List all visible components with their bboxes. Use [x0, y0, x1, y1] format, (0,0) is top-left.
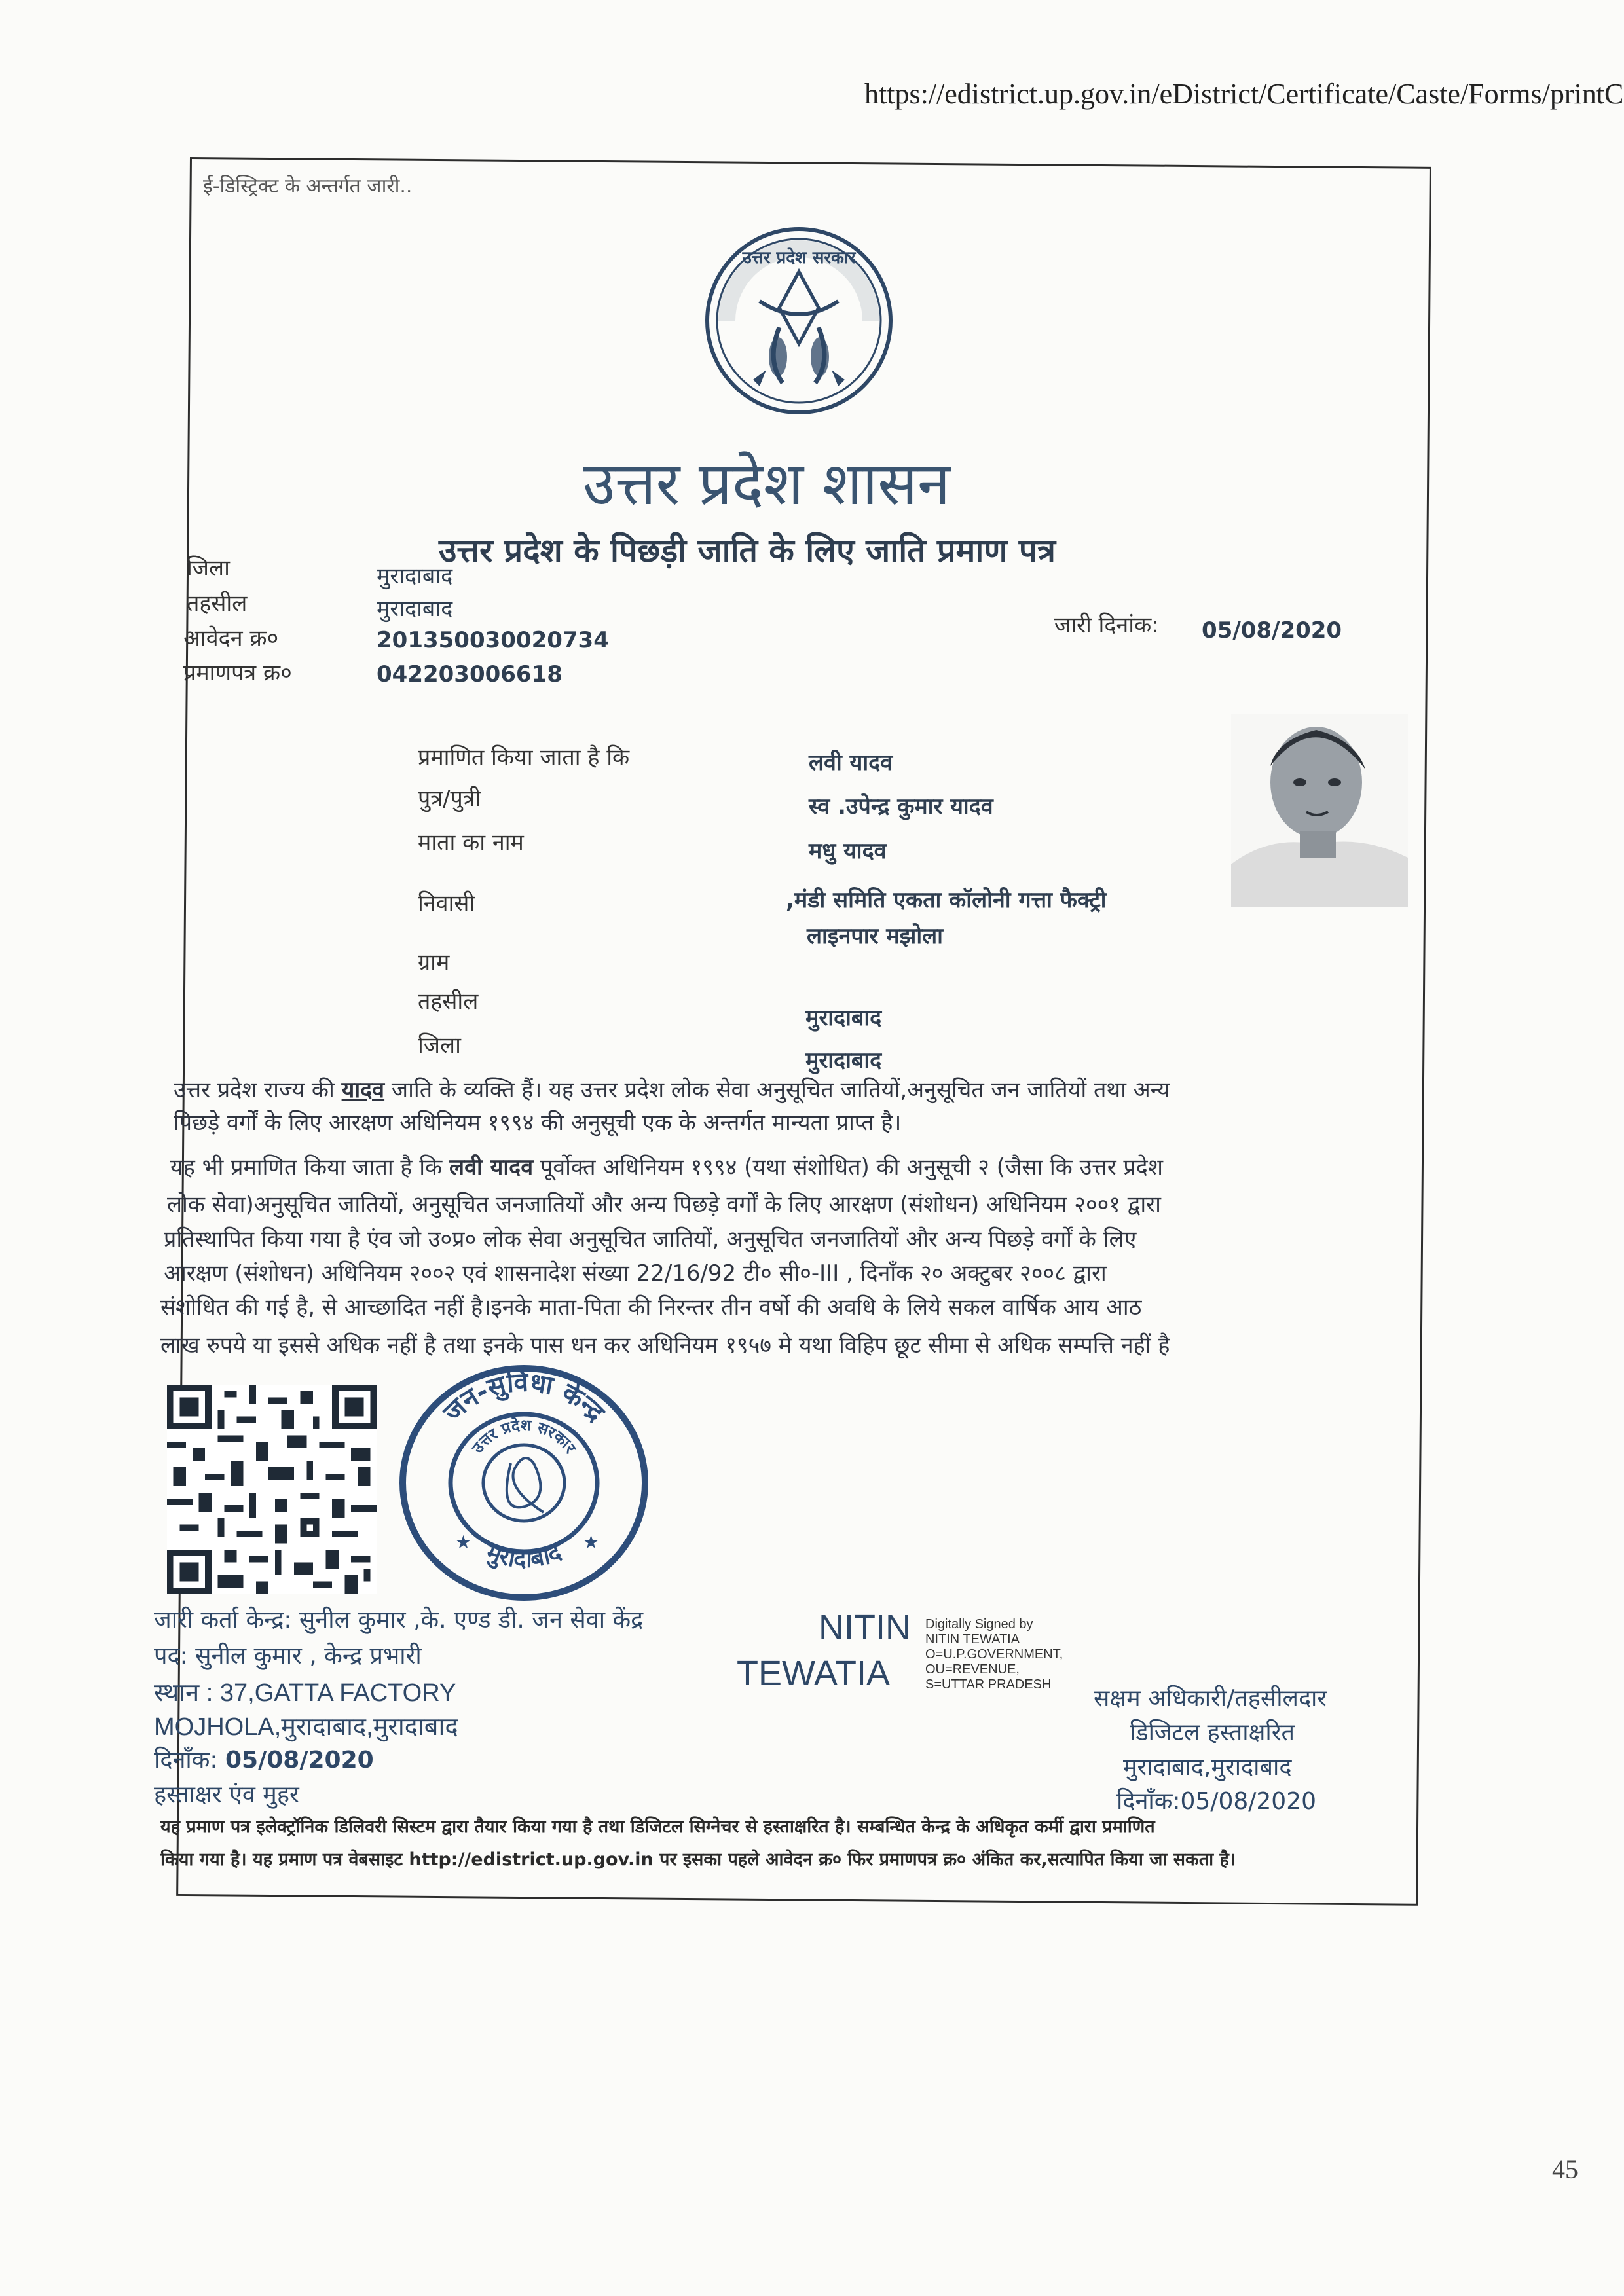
paragraph-line-6: आरक्षण (संशोधन) अधिनियम २००२ एवं शासनादेश संख्या 22/16/92 टी० सी०-III , दिनाँक २० अक्टुबर २००८ द्वारा — [164, 1260, 1107, 1286]
tehsil-label: तहसील — [187, 591, 248, 617]
tehsil-detail-value: मुरादाबाद — [805, 1005, 882, 1031]
svg-text:★: ★ — [455, 1531, 472, 1553]
svg-text:मुरादाबाद — [481, 1539, 566, 1573]
paragraph-line-5: प्रतिस्थापित किया गया है एंव जो उ०प्र० लोक सेवा अनुसूचित जातियों, अनुसूचित जनजातियों और अन्य पिछड़े वर्गों के लिए — [164, 1226, 1137, 1252]
father-name: स्व .उपेन्द्र कुमार यादव — [809, 793, 993, 820]
district-detail-label: जिला — [418, 1032, 461, 1059]
signature-and-seal-label: हस्ताक्षर एंव मुहर — [154, 1781, 299, 1808]
page-number: 45 — [1552, 2155, 1578, 2184]
caste-name: यादव — [341, 1077, 385, 1103]
district-label: जिला — [187, 555, 230, 581]
address-line-1: ,मंडी समिति एकता कॉलोनी गत्ता फैक्ट्री — [786, 887, 1107, 913]
issuer-place-line-1: स्थान : 37,GATTA FACTORY — [154, 1679, 456, 1707]
certificate-subheading: उत्तर प्रदेश के पिछड़ी जाति के लिए जाति प्रमाण पत्र — [439, 532, 1056, 570]
svg-text:★: ★ — [583, 1531, 600, 1553]
applicant-name-inline: लवी यादव — [449, 1154, 534, 1180]
mother-name: मधु यादव — [809, 838, 887, 864]
tehsil-detail-label: तहसील — [418, 989, 479, 1015]
issued-under-note: ई-डिस्ट्रिक्ट के अन्तर्गत जारी.. — [203, 175, 413, 198]
village-label: ग्राम — [418, 949, 450, 975]
mother-name-label: माता का नाम — [418, 829, 524, 856]
emblem-text: उत्तर प्रदेश सरकार — [742, 248, 856, 268]
issuer-post: पद: सुनील कुमार , केन्द्र प्रभारी — [154, 1643, 422, 1669]
seal-bottom-text: मुरादाबाद — [483, 1539, 565, 1573]
authority-designation: सक्षम अधिकारी/तहसीलदार — [1094, 1685, 1327, 1712]
parent-label: पुत्र/पुत्री — [418, 786, 481, 812]
seal-mid-text: उत्तर प्रदेश सरकार — [468, 1415, 580, 1457]
applicant-photo — [1231, 714, 1408, 907]
address-line-2: लाइनपार मझोला — [807, 923, 943, 949]
issue-date-label: जारी दिनांक: — [1054, 612, 1159, 638]
district-value: मुरादाबाद — [377, 563, 453, 589]
authority-place: मुरादाबाद,मुरादाबाद — [1123, 1754, 1292, 1781]
issuing-center: जारी कर्ता केन्द्र: सुनील कुमार ,के. एण्ड डी. जन सेवा केंद्र — [154, 1607, 644, 1633]
digital-signature-details: Digitally Signed by NITIN TEWATIA O=U.P.GOVERNMENT, OU=REVENUE, S=UTTAR PRADESH — [925, 1617, 1063, 1692]
tehsil-value: मुरादाबाद — [377, 596, 453, 622]
certificate-heading: उत्तर प्रदेश शासन — [583, 450, 951, 519]
paragraph-line-1: उत्तर प्रदेश राज्य की यादव जाति के व्यक्ति हैं। यह उत्तर प्रदेश लोक सेवा अनुसूचित जातियों,अनुसूचित जन जातियों तथा अन्य — [174, 1077, 1170, 1103]
paragraph-line-7: संशोधित की गई है, से आच्छादित नहीं है।इनके माता-पिता की निरन्तर तीन वर्षो की अवधि के लिये सकल वार्षिक आय आठ — [160, 1294, 1142, 1321]
application-number-label: आवेदन क्र० — [183, 625, 279, 651]
jan-suvidha-kendra-seal-icon — [393, 1358, 655, 1607]
paragraph-line-8: लाख रुपये या इससे अधिक नहीं है तथा इनके पास धन कर अधिनियम १९५७ मे यथा विहिप छूट सीमा से अधिक सम्पत्ति नहीं है — [160, 1332, 1170, 1358]
up-government-emblem-icon — [701, 223, 897, 419]
issuer-date: दिनाँक: 05/08/2020 — [154, 1747, 374, 1774]
certificate-number-label: प्रमाणपत्र क्र० — [183, 660, 292, 686]
signer-name-line-2: TEWATIA — [737, 1654, 890, 1693]
certify-label: प्रमाणित किया जाता है कि — [418, 744, 630, 771]
digitally-signed-label: डिजिटल हस्ताक्षरित — [1130, 1719, 1295, 1746]
paragraph-line-2: पिछड़े वर्गों के लिए आरक्षण अधिनियम १९९४ की अनुसूची एक के अन्तर्गत मान्यता प्राप्त है। — [174, 1110, 902, 1136]
resident-label: निवासी — [418, 890, 475, 917]
certificate-number-value: 042203006618 — [377, 661, 563, 687]
print-url: https://edistrict.up.gov.in/eDistrict/Certificate/Caste/Forms/printC — [864, 78, 1624, 110]
authority-date: दिनाँक:05/08/2020 — [1116, 1788, 1317, 1815]
paragraph-line-3: यह भी प्रमाणित किया जाता है कि लवी यादव पूर्वोक्त अधिनियम १९९४ (यथा संशोधित) की अनुसूची २ (जैसा कि उत्तर प्रदेश — [170, 1154, 1163, 1180]
signer-name-line-1: NITIN — [819, 1608, 911, 1647]
footer-note-line-1: यह प्रमाण पत्र इलेक्ट्रॉनिक डिलिवरी सिस्टम द्वारा तैयार किया गया है तथा डिजिटल सिग्नेचर से हस्ताक्षरित है। सम्बन्धित केन्द्र के अधिकृत कर्मी द्वारा प्रमाणित — [160, 1817, 1155, 1837]
applicant-name: लवी यादव — [809, 750, 893, 776]
footer-note-line-2: किया गया है। यह प्रमाण पत्र वेबसाइट http://edistrict.up.gov.in पर इसका पहले आवेदन क्र० फिर प्रमाणपत्र क्र० अंकित कर,सत्यापित किया जा सकता है। — [160, 1850, 1236, 1870]
district-detail-value: मुरादाबाद — [805, 1048, 882, 1074]
issue-date-value: 05/08/2020 — [1202, 617, 1342, 644]
paragraph-line-4: लोक सेवा)अनुसूचित जातियों, अनुसूचित जनजातियों और अन्य पिछड़े वर्गों के लिए आरक्षण (संशोधन) अधिनियम २००१ द्वारा — [167, 1192, 1161, 1218]
seal-top-text: जन-सुविधा केन्द्र — [437, 1367, 611, 1428]
application-number-value: 201350030020734 — [377, 627, 609, 653]
qr-code — [167, 1385, 377, 1594]
issuer-place-line-2: MOJHOLA,मुरादाबाद,मुरादाबाद — [154, 1713, 458, 1741]
